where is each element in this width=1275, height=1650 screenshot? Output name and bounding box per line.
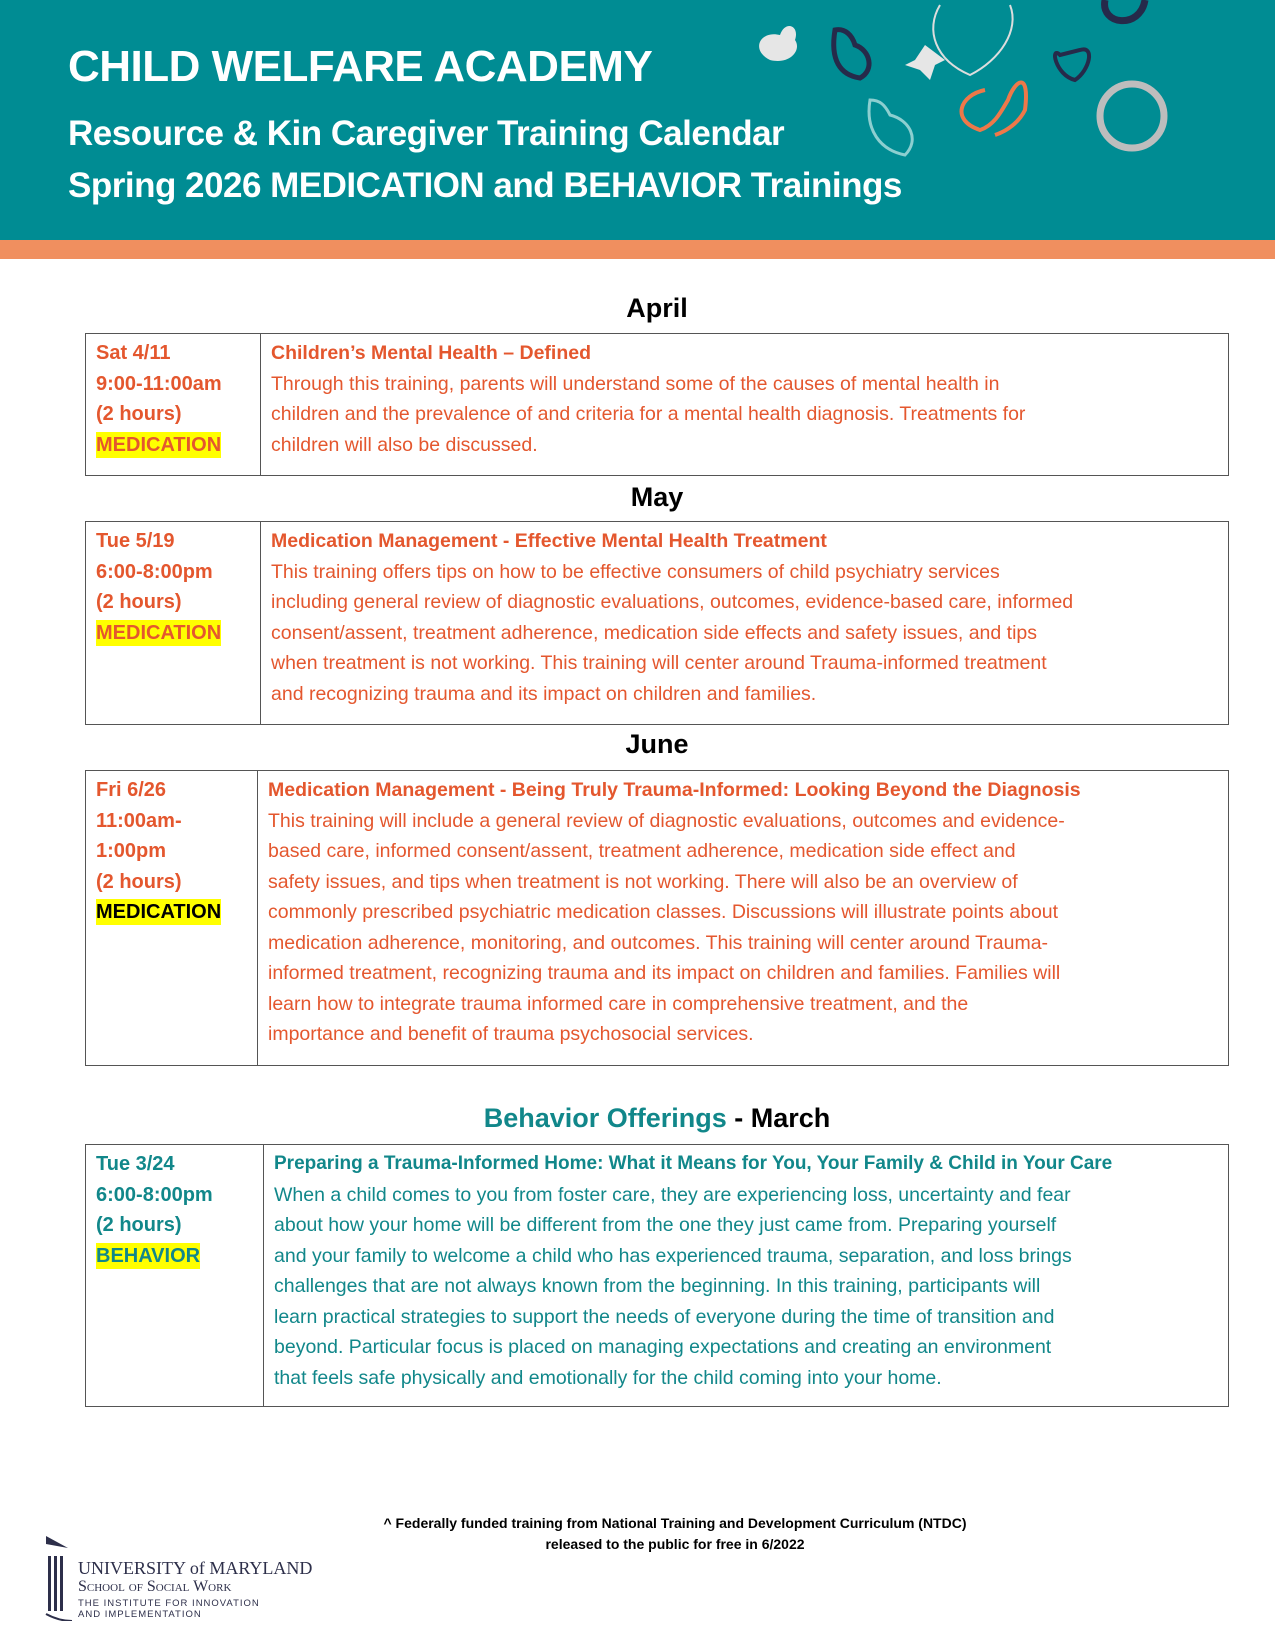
description-line: This training will include a general review of diagnostic evaluations, outcomes and evidence- [268,809,1065,832]
training-row [85,333,1229,476]
description-line: including general review of diagnostic evaluations, outcomes, evidence-based care, informed [271,591,1074,613]
training-description-cell [264,1145,1228,1406]
training-row [85,521,1229,725]
footer-note-line2: released to the public for free in 6/2022 [545,1536,805,1552]
description-line: beyond. Particular focus is placed on managing expectations and creating an environment [274,1336,1052,1358]
training-description-cell [258,771,1228,1065]
calendar-subtitle: Resource & Kin Caregiver Training Calendar [68,114,785,153]
description-line: learn how to integrate trauma informed care in comprehensive treatment, and the [268,992,969,1015]
training-date: Tue 5/19 [96,530,175,552]
academy-title: CHILD WELFARE ACADEMY [68,42,653,91]
training-schedule-cell [86,334,261,475]
umaryland-ssw-logo [44,1536,313,1626]
training-date: Fri 6/26 [96,779,167,801]
description-line: medication adherence, monitoring, and outcomes. This training will center around Trauma- [268,931,1049,954]
training-category-badge: MEDICATION [96,621,222,644]
training-title: Medication Management - Being Truly Trauma-Informed: Looking Beyond the Diagnosis [268,779,1081,801]
description-line: This training offers tips on how to be effective consumers of child psychiatry services [271,560,1000,583]
month-heading: May [630,482,684,512]
university-logo-mark-icon [44,1536,74,1621]
description-line: informed treatment, recognizing trauma and its impact on children and families. Families will [268,962,1061,984]
training-category-badge: MEDICATION [96,433,222,456]
training-date: Sat 4/11 [96,342,171,364]
training-category-badge: MEDICATION [96,901,222,923]
behavior-month: March [750,1103,831,1133]
training-row [85,770,1229,1066]
training-duration: (2 hours) [96,870,182,893]
training-duration: (2 hours) [96,591,182,613]
butterflies-decoration-icon [740,0,1220,170]
training-schedule-cell [86,1145,264,1406]
description-line: when treatment is not working. This training will center around Trauma-informed treatment [271,652,1047,674]
description-line: importance and benefit of trauma psychosocial services. [268,1023,754,1045]
training-schedule-cell [86,771,258,1065]
training-title: Preparing a Trauma-Informed Home: What it Means for You, Your Family & Child in Your Care [274,1153,1113,1174]
training-title: Medication Management - Effective Mental Health Treatment [271,530,827,552]
training-category-badge: BEHAVIOR [96,1244,201,1267]
training-duration: (2 hours) [96,403,182,425]
description-line: consent/assent, treatment adherence, medication side effects and safety issues, and tips [271,621,1038,644]
description-line: based care, informed consent/assent, treatment adherence, medication side effect and [268,840,1016,862]
description-line: Through this training, parents will understand some of the causes of mental health in [271,372,1000,395]
description-line: children will also be discussed. [271,433,538,456]
description-line: children and the prevalence of and criteria for a mental health diagnosis. Treatments for [271,403,1026,425]
description-line: and recognizing trauma and its impact on children and families. [271,682,817,705]
training-description-cell [261,522,1228,724]
description-line: and your family to welcome a child who has experienced trauma, separation, and loss brings [274,1244,1072,1267]
month-heading: June [625,729,689,759]
behavior-heading [85,1103,1229,1134]
description-line: about how your home will be different from the one they just came from. Preparing yourself [274,1214,1057,1236]
training-schedule-cell [86,522,261,724]
description-line: learn practical strategies to support the needs of everyone during the time of transition and [274,1305,1055,1328]
training-time: 9:00-11:00am [96,372,222,395]
description-line: When a child comes to you from foster care, they are experiencing loss, uncertainty and fear [274,1183,1071,1206]
logo-institute: THE INSTITUTE FOR INNOVATION AND IMPLEMENTATION [78,1598,260,1620]
training-description-cell [261,334,1228,475]
footer-note [300,1513,1050,1555]
behavior-training-row [85,1144,1229,1407]
training-time: 11:00am- [96,809,182,832]
month-heading: April [626,293,688,323]
footer-note-line1: ^ Federally funded training from National Training and Development Curriculum (NTDC) [383,1515,967,1531]
description-line: safety issues, and tips when treatment is not working. There will also be an overview of [268,870,1018,893]
header-accent-band [0,240,1275,259]
logo-school: School of Social Work [78,1578,232,1595]
training-time: 6:00-8:00pm [96,560,213,583]
description-line: commonly prescribed psychiatric medication classes. Discussions will illustrate points about [268,901,1059,923]
training-duration: (2 hours) [96,1214,182,1236]
season-subtitle: Spring 2026 MEDICATION and BEHAVIOR Trainings [68,166,902,205]
heading-separator: - [726,1103,751,1133]
description-line: challenges that are not always known from the beginning. In this training, participants will [274,1275,1041,1297]
description-line: that feels safe physically and emotionally for the child coming into your home. [274,1366,942,1389]
training-time: 6:00-8:00pm [96,1183,213,1206]
training-date: Tue 3/24 [96,1153,175,1175]
training-time: 1:00pm [96,840,167,862]
logo-university: UNIVERSITY of MARYLAND [78,1558,313,1578]
behavior-offerings-label: Behavior Offerings [483,1103,727,1133]
training-title: Children’s Mental Health – Defined [271,342,591,364]
